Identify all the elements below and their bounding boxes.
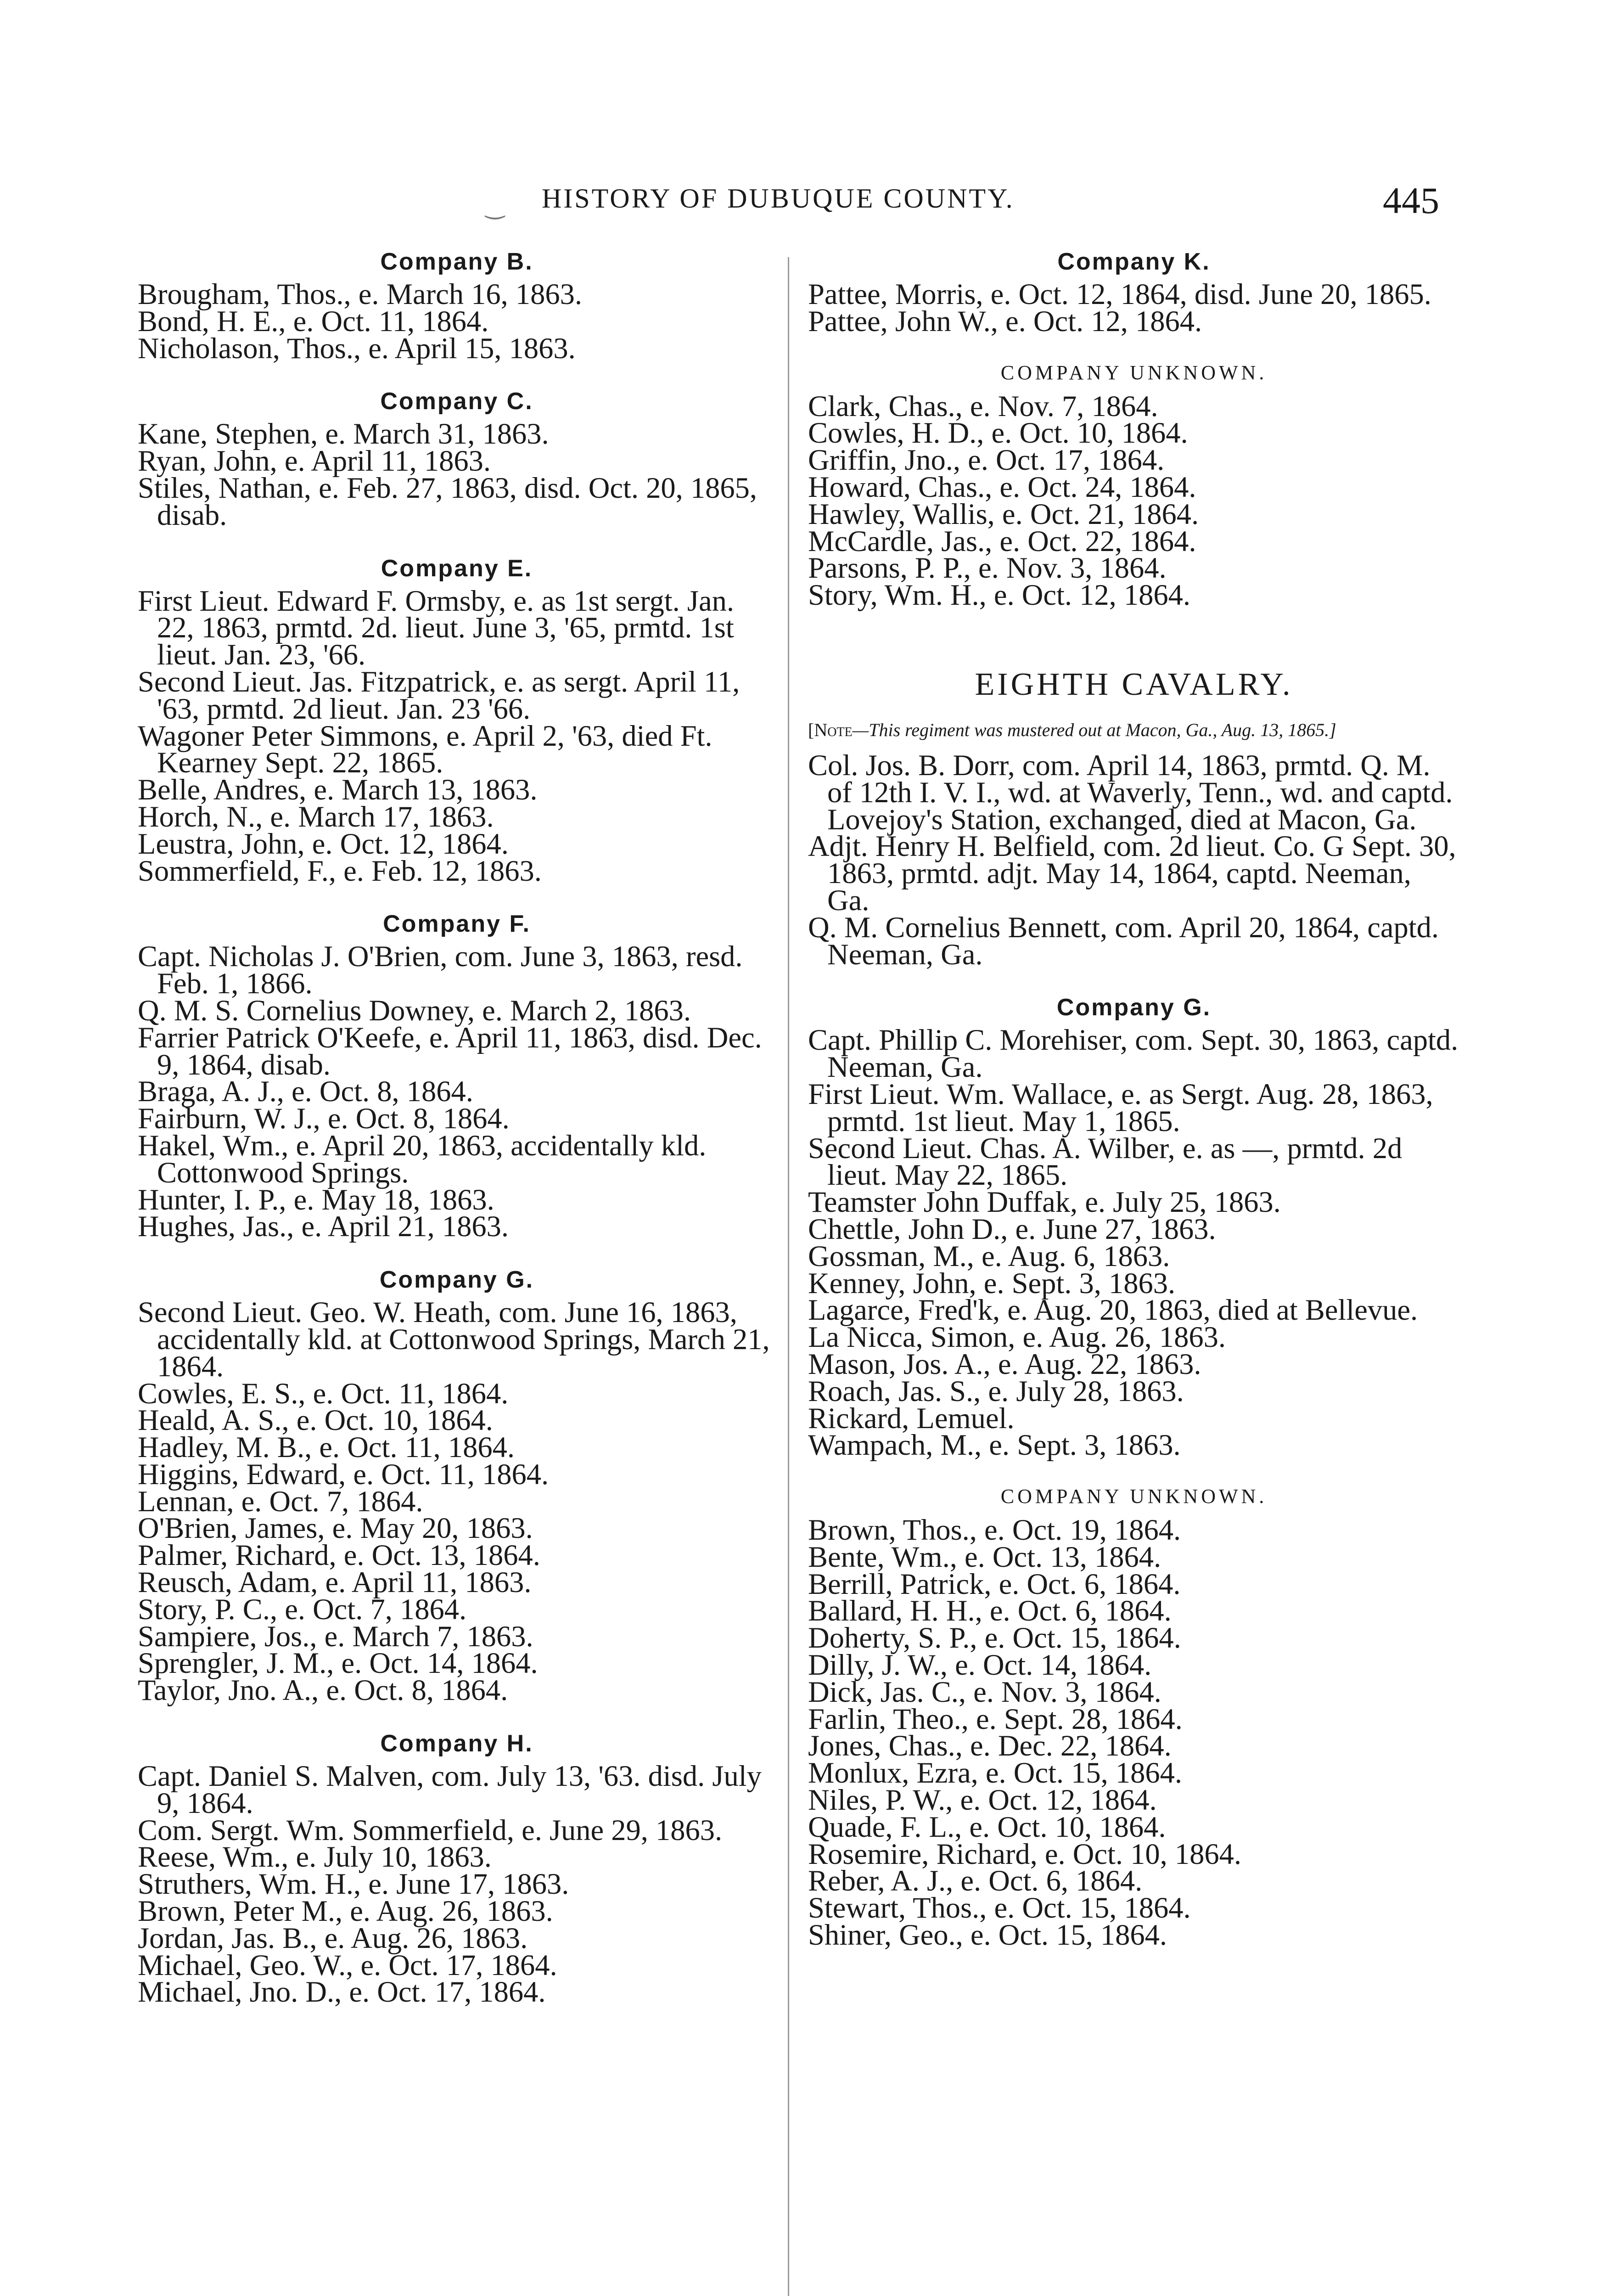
- company-heading: Company C.: [380, 388, 533, 415]
- roster-entry: Fairburn, W. J., e. Oct. 8, 1864.: [138, 1102, 510, 1135]
- right-column: [808, 248, 1460, 1952]
- roster-entry: Kenney, John, e. Sept. 3, 1863.: [808, 1266, 1176, 1300]
- roster-entry: Roach, Jas. S., e. July 28, 1863.: [808, 1374, 1184, 1407]
- roster-entry: Quade, F. L., e. Oct. 10, 1864.: [808, 1810, 1166, 1843]
- entry-list: [808, 1024, 1460, 1462]
- roster-entry: Capt. Nicholas J. O'Brien, com. June 3, 1863, resd. Feb. 1, 1866.: [138, 940, 743, 1000]
- roster-entry: Q. M. Cornelius Bennett, com. April 20, 1864, captd. Neeman, Ga.: [808, 911, 1439, 971]
- roster-entry: Shiner, Geo., e. Oct. 15, 1864.: [808, 1919, 1167, 1952]
- roster-entry: Belle, Andres, e. March 13, 1863.: [138, 773, 538, 806]
- roster-entry: Rickard, Lemuel.: [808, 1401, 1015, 1435]
- roster-entry: Michael, Geo. W., e. Oct. 17, 1864.: [138, 1948, 557, 1981]
- roster-entry: Bente, Wm., e. Oct. 13, 1864.: [808, 1540, 1162, 1573]
- roster-entry: Story, Wm. H., e. Oct. 12, 1864.: [808, 579, 1191, 612]
- roster-entry: Leustra, John, e. Oct. 12, 1864.: [138, 827, 509, 860]
- company-heading: Company B.: [380, 248, 533, 275]
- roster-entry: Second Lieut. Jas. Fitzpatrick, e. as sergt. April 11, '63, prmtd. 2d lieut. Jan. 23 '66.: [138, 665, 740, 725]
- note-text: —This regiment was mustered out at Macon, Ga., Aug. 13, 1865.]: [852, 719, 1336, 740]
- roster-entry: Pattee, John W., e. Oct. 12, 1864.: [808, 304, 1202, 338]
- roster-entry: Com. Sergt. Wm. Sommerfield, e. June 29, 1863.: [138, 1813, 723, 1846]
- roster-entry: Doherty, S. P., e. Oct. 15, 1864.: [808, 1621, 1181, 1654]
- roster-entry: Wampach, M., e. Sept. 3, 1863.: [808, 1429, 1181, 1462]
- roster-entry: Col. Jos. B. Dorr, com. April 14, 1863, prmtd. Q. M. of 12th I. V. I., wd. at Waverly, Tenn., wd. and captd. Lovejoy's Station, exchanged, died at Macon, Ga.: [808, 748, 1453, 836]
- left-column: [138, 248, 776, 2009]
- company-heading: Company H.: [380, 1730, 533, 1757]
- roster-entry: Cowles, H. D., e. Oct. 10, 1864.: [808, 416, 1188, 450]
- roster-entry: Monlux, Ezra, e. Oct. 15, 1864.: [808, 1756, 1183, 1790]
- roster-entry: Hunter, I. P., e. May 18, 1863.: [138, 1183, 494, 1216]
- roster-entry: Reese, Wm., e. July 10, 1863.: [138, 1840, 492, 1874]
- note-label: [Note: [808, 719, 853, 740]
- roster-entry: Struthers, Wm. H., e. June 17, 1863.: [138, 1868, 569, 1901]
- company-heading: Company G.: [1056, 994, 1212, 1021]
- entry-list: [808, 1514, 1460, 1952]
- roster-entry: Taylor, Jno. A., e. Oct. 8, 1864.: [138, 1674, 508, 1707]
- roster-entry: Second Lieut. Chas. A. Wilber, e. as —, prmtd. 2d lieut. May 22, 1865.: [808, 1131, 1403, 1192]
- column-divider: [788, 257, 789, 2296]
- roster-entry: Jones, Chas., e. Dec. 22, 1864.: [808, 1729, 1172, 1762]
- roster-entry: Griffin, Jno., e. Oct. 17, 1864.: [808, 444, 1165, 477]
- roster-entry: First Lieut. Edward F. Ormsby, e. as 1st sergt. Jan. 22, 1863, prmtd. 2d. lieut. June 3, '65, prmtd. 1st lieut. Jan. 23, '66.: [138, 584, 735, 671]
- roster-entry: Wagoner Peter Simmons, e. April 2, '63, died Ft. Kearney Sept. 22, 1865.: [138, 719, 713, 779]
- roster-entry: Parsons, P. P., e. Nov. 3, 1864.: [808, 551, 1167, 585]
- roster-entry: Nicholason, Thos., e. April 15, 1863.: [138, 332, 576, 365]
- roster-entry: Reusch, Adam, e. April 11, 1863.: [138, 1566, 532, 1599]
- roster-entry: Palmer, Richard, e. Oct. 13, 1864.: [138, 1539, 540, 1572]
- roster-entry: Stiles, Nathan, e. Feb. 27, 1863, disd. Oct. 20, 1865, disab.: [138, 471, 758, 531]
- roster-entry: Kane, Stephen, e. March 31, 1863.: [138, 417, 549, 450]
- page-mark: ‿: [486, 193, 505, 219]
- entry-list: [808, 278, 1460, 338]
- company-heading: Company G.: [379, 1266, 534, 1294]
- roster-entry: First Lieut. Wm. Wallace, e. as Sergt. Aug. 28, 1863, prmtd. 1st lieut. May 1, 1865.: [808, 1077, 1433, 1137]
- roster-entry: Capt. Phillip C. Morehiser, com. Sept. 30, 1863, captd. Neeman, Ga.: [808, 1024, 1459, 1084]
- running-title: HISTORY OF DUBUQUE COUNTY.: [542, 183, 1015, 214]
- roster-entry: Mason, Jos. A., e. Aug. 22, 1863.: [808, 1347, 1201, 1380]
- roster-entry: Cowles, E. S., e. Oct. 11, 1864.: [138, 1377, 509, 1410]
- roster-entry: Howard, Chas., e. Oct. 24, 1864.: [808, 470, 1196, 503]
- roster-entry: La Nicca, Simon, e. Aug. 26, 1863.: [808, 1321, 1226, 1354]
- roster-entry: Farrier Patrick O'Keefe, e. April 11, 1863, disd. Dec. 9, 1864, disab.: [138, 1021, 762, 1081]
- entry-list: [138, 584, 776, 887]
- roster-entry: Pattee, Morris, e. Oct. 12, 1864, disd. June 20, 1865.: [808, 278, 1431, 310]
- page-number: 445: [1383, 180, 1439, 221]
- roster-entry: O'Brien, James, e. May 20, 1863.: [138, 1512, 533, 1545]
- roster-entry: Jordan, Jas. B., e. Aug. 26, 1863.: [138, 1921, 528, 1954]
- company-unknown-heading: COMPANY UNKNOWN.: [1000, 361, 1268, 384]
- roster-entry: Hawley, Wallis, e. Oct. 21, 1864.: [808, 497, 1199, 530]
- roster-entry: Sprengler, J. M., e. Oct. 14, 1864.: [138, 1647, 538, 1680]
- roster-entry: Clark, Chas., e. Nov. 7, 1864.: [808, 389, 1158, 422]
- roster-entry: Higgins, Edward, e. Oct. 11, 1864.: [138, 1458, 549, 1491]
- roster-entry: Reber, A. J., e. Oct. 6, 1864.: [808, 1864, 1143, 1897]
- roster-entry: Hakel, Wm., e. April 20, 1863, accidentally kld. Cottonwood Springs.: [138, 1129, 707, 1189]
- company-heading: Company K.: [1057, 248, 1211, 275]
- roster-entry: Dilly, J. W., e. Oct. 14, 1864.: [808, 1649, 1152, 1682]
- roster-entry: Hadley, M. B., e. Oct. 11, 1864.: [138, 1431, 515, 1464]
- company-unknown-heading: COMPANY UNKNOWN.: [1000, 1485, 1268, 1508]
- roster-entry: Bond, H. E., e. Oct. 11, 1864.: [138, 304, 489, 338]
- roster-entry: Chettle, John D., e. June 27, 1863.: [808, 1212, 1216, 1245]
- roster-entry: Adjt. Henry H. Belfield, com. 2d lieut. Co. G Sept. 30, 1863, prmtd. adjt. May 14, 1864, captd. Neeman, Ga.: [808, 830, 1456, 917]
- roster-entry: Second Lieut. Geo. W. Heath, com. June 16, 1863, accidentally kld. at Cottonwood Springs, March 21, 1864.: [138, 1296, 770, 1383]
- roster-entry: Story, P. C., e. Oct. 7, 1864.: [138, 1593, 467, 1626]
- entry-list: [808, 748, 1460, 971]
- roster-entry: Lennan, e. Oct. 7, 1864.: [138, 1485, 423, 1518]
- roster-entry: Rosemire, Richard, e. Oct. 10, 1864.: [808, 1837, 1242, 1870]
- running-head: [0, 180, 1616, 224]
- roster-entry: Berrill, Patrick, e. Oct. 6, 1864.: [808, 1567, 1181, 1600]
- roster-entry: Hughes, Jas., e. April 21, 1863.: [138, 1210, 509, 1243]
- entry-list: [138, 1296, 776, 1707]
- roster-entry: Teamster John Duffak, e. July 25, 1863.: [808, 1186, 1281, 1219]
- company-heading: Company E.: [381, 555, 533, 582]
- roster-entry: Capt. Daniel S. Malven, com. July 13, '63. disd. July 9, 1864.: [138, 1760, 762, 1819]
- roster-entry: Braga, A. J., e. Oct. 8, 1864.: [138, 1075, 473, 1108]
- roster-entry: Dick, Jas. C., e. Nov. 3, 1864.: [808, 1675, 1162, 1708]
- roster-entry: Sommerfield, F., e. Feb. 12, 1863.: [138, 854, 542, 887]
- roster-entry: Ballard, H. H., e. Oct. 6, 1864.: [808, 1594, 1172, 1627]
- roster-entry: Brougham, Thos., e. March 16, 1863.: [138, 278, 582, 310]
- entry-list: [138, 278, 776, 365]
- roster-entry: Heald, A. S., e. Oct. 10, 1864.: [138, 1404, 493, 1437]
- roster-entry: Ryan, John, e. April 11, 1863.: [138, 445, 491, 478]
- roster-entry: Stewart, Thos., e. Oct. 15, 1864.: [808, 1891, 1191, 1925]
- company-heading: Company F.: [383, 911, 531, 938]
- entry-list: [138, 1760, 776, 2009]
- roster-entry: Lagarce, Fred'k, e. Aug. 20, 1863, died at Bellevue.: [808, 1294, 1418, 1327]
- entry-list: [808, 389, 1460, 612]
- roster-entry: Sampiere, Jos., e. March 7, 1863.: [138, 1620, 533, 1653]
- roster-entry: Niles, P. W., e. Oct. 12, 1864.: [808, 1784, 1157, 1817]
- roster-entry: Brown, Thos., e. Oct. 19, 1864.: [808, 1514, 1181, 1547]
- roster-entry: Farlin, Theo., e. Sept. 28, 1864.: [808, 1702, 1183, 1735]
- roster-entry: Horch, N., e. March 17, 1863.: [138, 800, 494, 833]
- regiment-title: EIGHTH CAVALRY.: [975, 666, 1293, 702]
- roster-entry: Michael, Jno. D., e. Oct. 17, 1864.: [138, 1975, 546, 2009]
- roster-entry: Q. M. S. Cornelius Downey, e. March 2, 1863.: [138, 994, 691, 1027]
- entry-list: [138, 940, 776, 1243]
- entry-list: [138, 417, 776, 531]
- roster-entry: Brown, Peter M., e. Aug. 26, 1863.: [138, 1895, 553, 1928]
- roster-entry: McCardle, Jas., e. Oct. 22, 1864.: [808, 524, 1196, 557]
- regiment-note: [808, 717, 1460, 743]
- roster-entry: Gossman, M., e. Aug. 6, 1863.: [808, 1239, 1170, 1272]
